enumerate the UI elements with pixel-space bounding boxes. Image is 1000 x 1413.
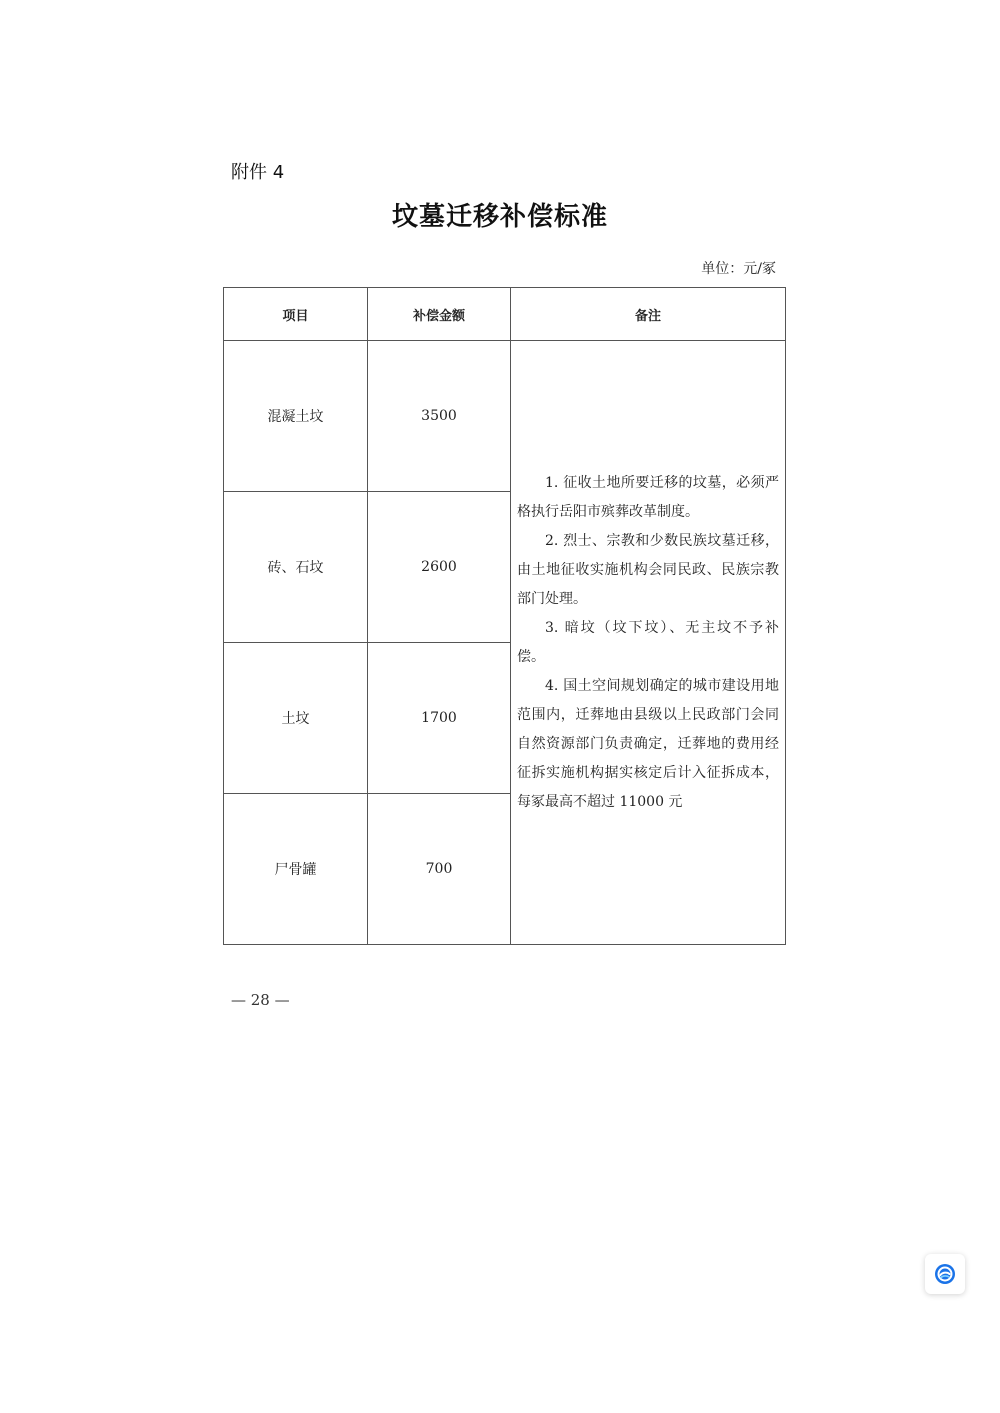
- column-header-remarks: 备注: [511, 288, 786, 341]
- amount-cell: 1700: [368, 643, 511, 794]
- item-cell: 土坟: [224, 643, 368, 794]
- amount-cell: 700: [368, 794, 511, 945]
- amount-cell: 2600: [368, 492, 511, 643]
- table-header-row: [224, 288, 786, 341]
- item-cell: 砖、石坟: [224, 492, 368, 643]
- document-title: 坟墓迁移补偿标准: [391, 202, 608, 232]
- compensation-table: [223, 287, 786, 945]
- remark-2: 2. 烈士、宗教和少数民族坟墓迁移，由土地征收实施机构会同民政、民族宗教部门处理。: [517, 532, 779, 607]
- column-header-item: 项目: [224, 288, 368, 341]
- remark-1: 1. 征收土地所要迁移的坟墓，必须严格执行岳阳市殡葬改革制度。: [517, 474, 779, 520]
- page-number: — 28 —: [231, 991, 290, 1009]
- remark-4: 4. 国土空间规划确定的城市建设用地范围内，迁葬地由县级以上民政部门会同自然资源部门负责确定，迁葬地的费用经征拆实施机构据实核定后计入征拆成本，每冢最高不超过 11000 元: [517, 677, 779, 810]
- item-cell: 混凝土坟: [224, 341, 368, 492]
- remarks-cell: [511, 341, 786, 945]
- assistant-icon: [933, 1262, 957, 1286]
- assistant-button[interactable]: [925, 1254, 965, 1294]
- attachment-label: 附件 4: [231, 162, 285, 183]
- remark-3: 3. 暗坟（坟下坟）、无主坟不予补偿。: [517, 619, 779, 665]
- table-row: [224, 341, 786, 492]
- amount-cell: 3500: [368, 341, 511, 492]
- column-header-amount: 补偿金额: [368, 288, 511, 341]
- unit-label: 单位：元/冢: [701, 261, 776, 277]
- item-cell: 尸骨罐: [224, 794, 368, 945]
